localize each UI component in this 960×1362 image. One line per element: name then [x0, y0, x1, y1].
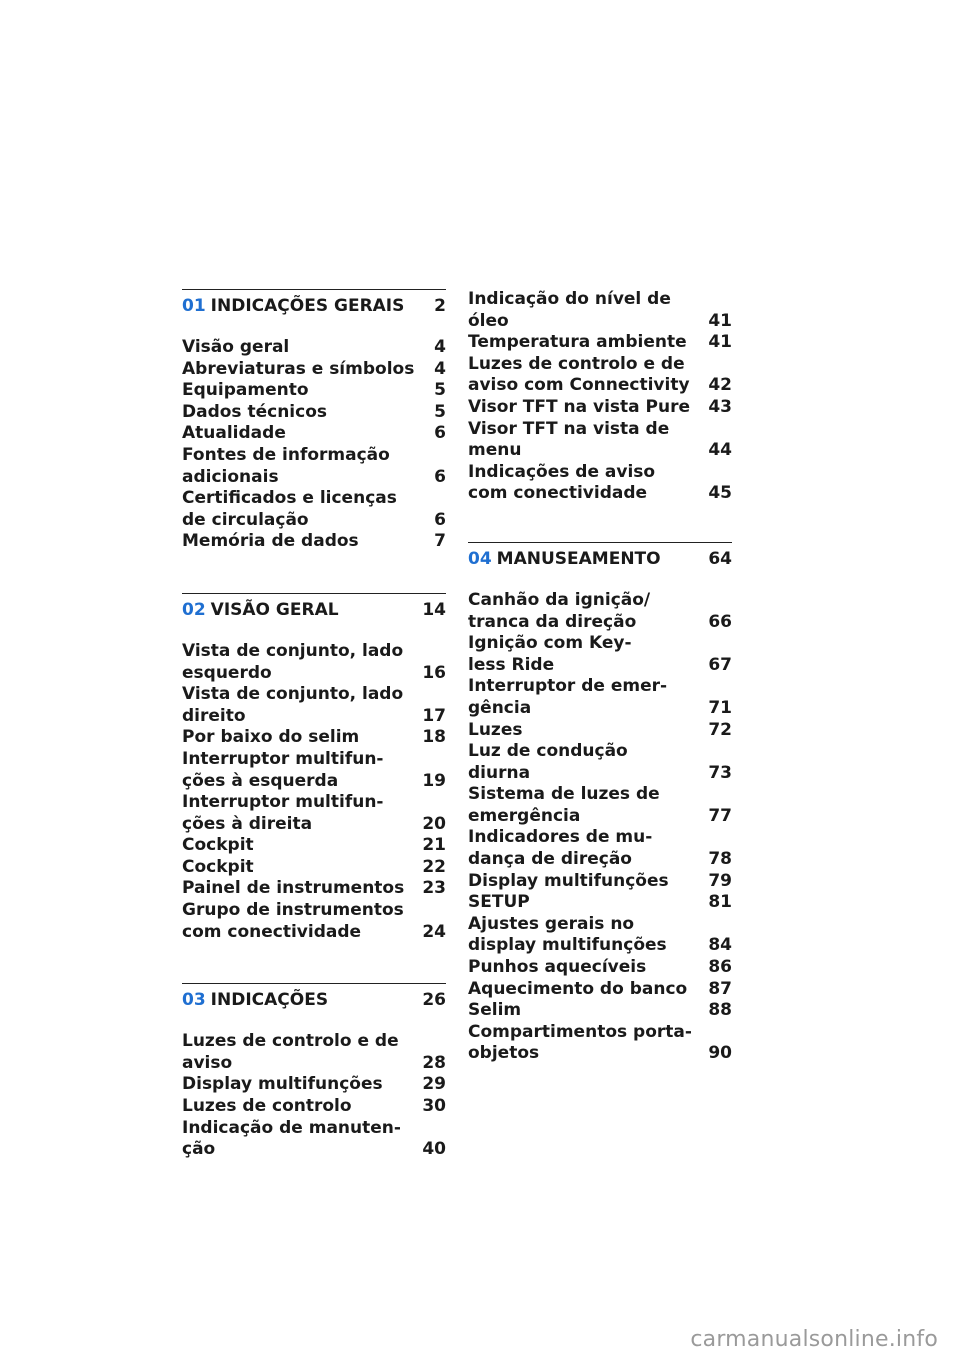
section-header[interactable] — [182, 593, 446, 621]
toc-entry-page: 45 — [708, 483, 732, 504]
toc-entry-text: Sistema de luzes de — [468, 784, 660, 805]
toc-entry[interactable] — [468, 1000, 732, 1022]
toc-entry-page: 4 — [434, 337, 446, 357]
toc-entry-page: 28 — [422, 1052, 446, 1073]
section-page: 14 — [422, 599, 446, 620]
section-number: 04 — [468, 548, 492, 569]
toc-entry-page: 72 — [708, 719, 732, 740]
toc-entry-text: Temperatura ambiente — [468, 332, 687, 353]
section-header[interactable] — [468, 542, 732, 570]
toc-entry-page: 81 — [708, 892, 732, 913]
toc-entry[interactable] — [182, 835, 446, 857]
toc-entry[interactable] — [182, 857, 446, 879]
toc-entry[interactable] — [468, 720, 732, 742]
toc-entry[interactable] — [182, 641, 446, 684]
toc-entry[interactable] — [468, 892, 732, 914]
toc-entry[interactable] — [468, 462, 732, 505]
toc-entry[interactable] — [468, 784, 732, 827]
toc-entry[interactable] — [468, 871, 732, 893]
toc-entry-page: 84 — [708, 935, 732, 956]
toc-entry[interactable] — [468, 676, 732, 719]
toc-entry-page: 41 — [708, 332, 732, 353]
toc-entry-page: 42 — [708, 375, 732, 396]
toc-entry-text: Abreviaturas e símbolos — [182, 358, 415, 379]
toc-entry[interactable] — [468, 289, 732, 332]
toc-entry-list — [182, 337, 446, 553]
toc-entry-text: aviso — [182, 1052, 233, 1073]
toc-entry-text: emergência — [468, 805, 581, 826]
toc-entry[interactable] — [182, 684, 446, 727]
toc-entry-page: 86 — [708, 957, 732, 978]
toc-entry-page: 17 — [422, 705, 446, 726]
toc-entry-page: 77 — [708, 805, 732, 826]
toc-entry-text: Atualidade — [182, 423, 286, 444]
toc-entry[interactable] — [182, 727, 446, 749]
section-page: 64 — [708, 548, 732, 569]
toc-entry-text: ção — [182, 1139, 216, 1160]
toc-entry-text: Ignição com Key- — [468, 633, 632, 654]
toc-entry[interactable] — [182, 359, 446, 381]
toc-entry-text: Luz de condução — [468, 741, 628, 762]
toc-entry-text: Interruptor multifun- — [182, 748, 384, 769]
toc-entry[interactable] — [182, 1118, 446, 1161]
toc-entry-list — [182, 1031, 446, 1161]
section-header[interactable] — [182, 289, 446, 317]
toc-entry-text: Selim — [468, 1000, 522, 1021]
toc-entry-text: Vista de conjunto, lado — [182, 684, 404, 705]
toc-entry-text: Display multifunções — [468, 870, 669, 891]
toc-entry[interactable] — [468, 419, 732, 462]
toc-entry-text: Luzes de controlo — [182, 1096, 352, 1117]
toc-entry-page: 66 — [708, 611, 732, 632]
section-number: 01 — [182, 296, 206, 316]
toc-entry-text: esquerdo — [182, 662, 272, 683]
toc-entry-text: Luzes de controlo e de — [182, 1031, 399, 1052]
toc-entry-text: Visão geral — [182, 337, 290, 357]
toc-entry[interactable] — [182, 488, 446, 531]
toc-entry-page: 29 — [422, 1074, 446, 1095]
section-title: MANUSEAMENTO — [496, 548, 661, 569]
toc-entry[interactable] — [182, 792, 446, 835]
toc-entry-text: menu — [468, 440, 522, 461]
toc-entry-text: gência — [468, 697, 532, 718]
toc-entry-text: Fontes de informação — [182, 444, 390, 465]
toc-entry[interactable] — [468, 590, 732, 633]
toc-entry[interactable] — [182, 1074, 446, 1096]
toc-entry[interactable] — [182, 423, 446, 445]
toc-section — [182, 983, 446, 1161]
toc-entry-text: Interruptor de emer- — [468, 676, 668, 697]
toc-entry-page: 71 — [708, 697, 732, 718]
toc-entry[interactable] — [468, 1022, 732, 1065]
toc-entry-text: Certificados e licenças — [182, 488, 397, 509]
toc-entry-page: 30 — [422, 1096, 446, 1117]
toc-entry-text: direito — [182, 705, 246, 726]
toc-entry-page: 16 — [422, 662, 446, 683]
section-page: 2 — [434, 296, 446, 316]
toc-entry-text: Ajustes gerais no — [468, 913, 635, 934]
toc-entry[interactable] — [182, 337, 446, 359]
toc-section — [468, 542, 732, 1065]
toc-entry-page: 87 — [708, 978, 732, 999]
toc-entry-page: 6 — [434, 466, 446, 487]
section-title: INDICAÇÕES — [210, 990, 329, 1011]
section-number: 02 — [182, 599, 206, 620]
toc-entry-text: Compartimentos porta- — [468, 1021, 692, 1042]
toc-entry-text: adicionais — [182, 466, 279, 487]
toc-entry[interactable] — [182, 380, 446, 402]
toc-entry-text: Luzes — [468, 719, 523, 740]
toc-entry-text: Equipamento — [182, 380, 309, 401]
toc-entry-text: dança de direção — [468, 849, 632, 870]
toc-entry-text: com conectividade — [468, 483, 648, 504]
toc-entry-text: SETUP — [468, 892, 530, 913]
toc-entry-page: 18 — [422, 727, 446, 748]
toc-entry-text: Canhão da ignição/ — [468, 589, 651, 610]
toc-entry[interactable] — [182, 900, 446, 943]
section-page: 26 — [422, 990, 446, 1011]
toc-entry[interactable] — [468, 914, 732, 957]
toc-entry[interactable] — [468, 332, 732, 354]
toc-entry-text: Display multifunções — [182, 1074, 383, 1095]
toc-entry[interactable] — [468, 354, 732, 397]
toc-entry-text: Visor TFT na vista de — [468, 418, 670, 439]
toc-entry[interactable] — [182, 749, 446, 792]
toc-entry-text: Punhos aquecíveis — [468, 957, 647, 978]
toc-entry-text: Luzes de controlo e de — [468, 353, 685, 374]
toc-entry-text: diurna — [468, 762, 531, 783]
toc-entry-page: 90 — [708, 1043, 732, 1064]
toc-section — [182, 289, 446, 553]
toc-entry-text: Indicação de manuten- — [182, 1117, 401, 1138]
toc-entry-page: 79 — [708, 870, 732, 891]
toc-entry-page: 6 — [434, 423, 446, 444]
toc-entry-text: Indicação do nível de — [468, 289, 671, 309]
toc-entry-page: 88 — [708, 1000, 732, 1021]
toc-entry[interactable] — [182, 878, 446, 900]
toc-entry-text: Aquecimento do banco — [468, 978, 688, 999]
toc-entry-list — [468, 590, 732, 1065]
toc-entry-page: 78 — [708, 849, 732, 870]
toc-entry-text: Interruptor multifun- — [182, 792, 384, 813]
toc-entry-text: less Ride — [468, 654, 555, 675]
toc-entry-text: Por baixo do selim — [182, 727, 360, 748]
toc-entry-text: Memória de dados — [182, 531, 359, 552]
toc-entry-text: Visor TFT na vista Pure — [468, 396, 691, 417]
toc-entry[interactable] — [468, 827, 732, 870]
toc-entry-text: objetos — [468, 1043, 540, 1064]
toc-entry-page: 43 — [708, 396, 732, 417]
toc-entry-page: 5 — [434, 401, 446, 422]
toc-entry-page: 19 — [422, 770, 446, 791]
toc-right-column — [468, 289, 732, 1105]
section-title: VISÃO GERAL — [210, 599, 339, 620]
toc-entry[interactable] — [468, 741, 732, 784]
toc-entry-text: ções à direita — [182, 813, 313, 834]
toc-entry-list — [468, 289, 732, 505]
section-title: INDICAÇÕES GERAIS — [210, 296, 405, 316]
toc-entry[interactable] — [468, 979, 732, 1001]
toc-entry-page: 24 — [422, 921, 446, 942]
toc-entry[interactable] — [182, 1031, 446, 1074]
toc-entry[interactable] — [468, 633, 732, 676]
section-header[interactable] — [182, 983, 446, 1011]
toc-entry-page: 73 — [708, 762, 732, 783]
toc-entry-text: Indicadores de mu- — [468, 827, 653, 848]
toc-entry-page: 22 — [422, 856, 446, 877]
toc-entry[interactable] — [468, 397, 732, 419]
toc-entry-page: 40 — [422, 1139, 446, 1160]
toc-left-column — [182, 289, 446, 1201]
toc-entry-page: 6 — [434, 509, 446, 530]
watermark: carmanualsonline.info — [690, 1327, 938, 1352]
toc-entry-page: 23 — [422, 878, 446, 899]
toc-entry-page: 41 — [708, 310, 732, 331]
toc-entry-text: Vista de conjunto, lado — [182, 640, 404, 661]
toc-entry-text: aviso com Connectivity — [468, 375, 690, 396]
toc-entry-text: Indicações de aviso — [468, 461, 656, 482]
toc-entry-text: Cockpit — [182, 856, 254, 877]
section-number: 03 — [182, 990, 206, 1011]
toc-entry-page: 4 — [434, 358, 446, 379]
toc-entry-page: 5 — [434, 380, 446, 401]
toc-entry-text: Cockpit — [182, 835, 254, 856]
toc-entry-page: 7 — [434, 531, 446, 552]
toc-entry-text: ções à esquerda — [182, 770, 339, 791]
toc-entry[interactable] — [468, 957, 732, 979]
toc-entry-text: Dados técnicos — [182, 401, 328, 422]
toc-entry[interactable] — [182, 1096, 446, 1118]
toc-entry-page: 67 — [708, 654, 732, 675]
toc-entry-text: Painel de instrumentos — [182, 878, 405, 899]
toc-entry-text: Grupo de instrumentos — [182, 900, 404, 921]
toc-section — [182, 593, 446, 943]
toc-entry-page: 44 — [708, 440, 732, 461]
toc-entry[interactable] — [182, 402, 446, 424]
toc-entry-list — [182, 641, 446, 943]
toc-entry-text: óleo — [468, 310, 509, 331]
toc-entry-page: 20 — [422, 813, 446, 834]
toc-entry-text: de circulação — [182, 509, 309, 530]
toc-entry[interactable] — [182, 445, 446, 488]
toc-entry-text: display multifunções — [468, 935, 667, 956]
toc-entry-text: tranca da direção — [468, 611, 637, 632]
toc-entry[interactable] — [182, 531, 446, 553]
toc-entry-page: 21 — [422, 835, 446, 856]
toc-entry-text: com conectividade — [182, 921, 362, 942]
